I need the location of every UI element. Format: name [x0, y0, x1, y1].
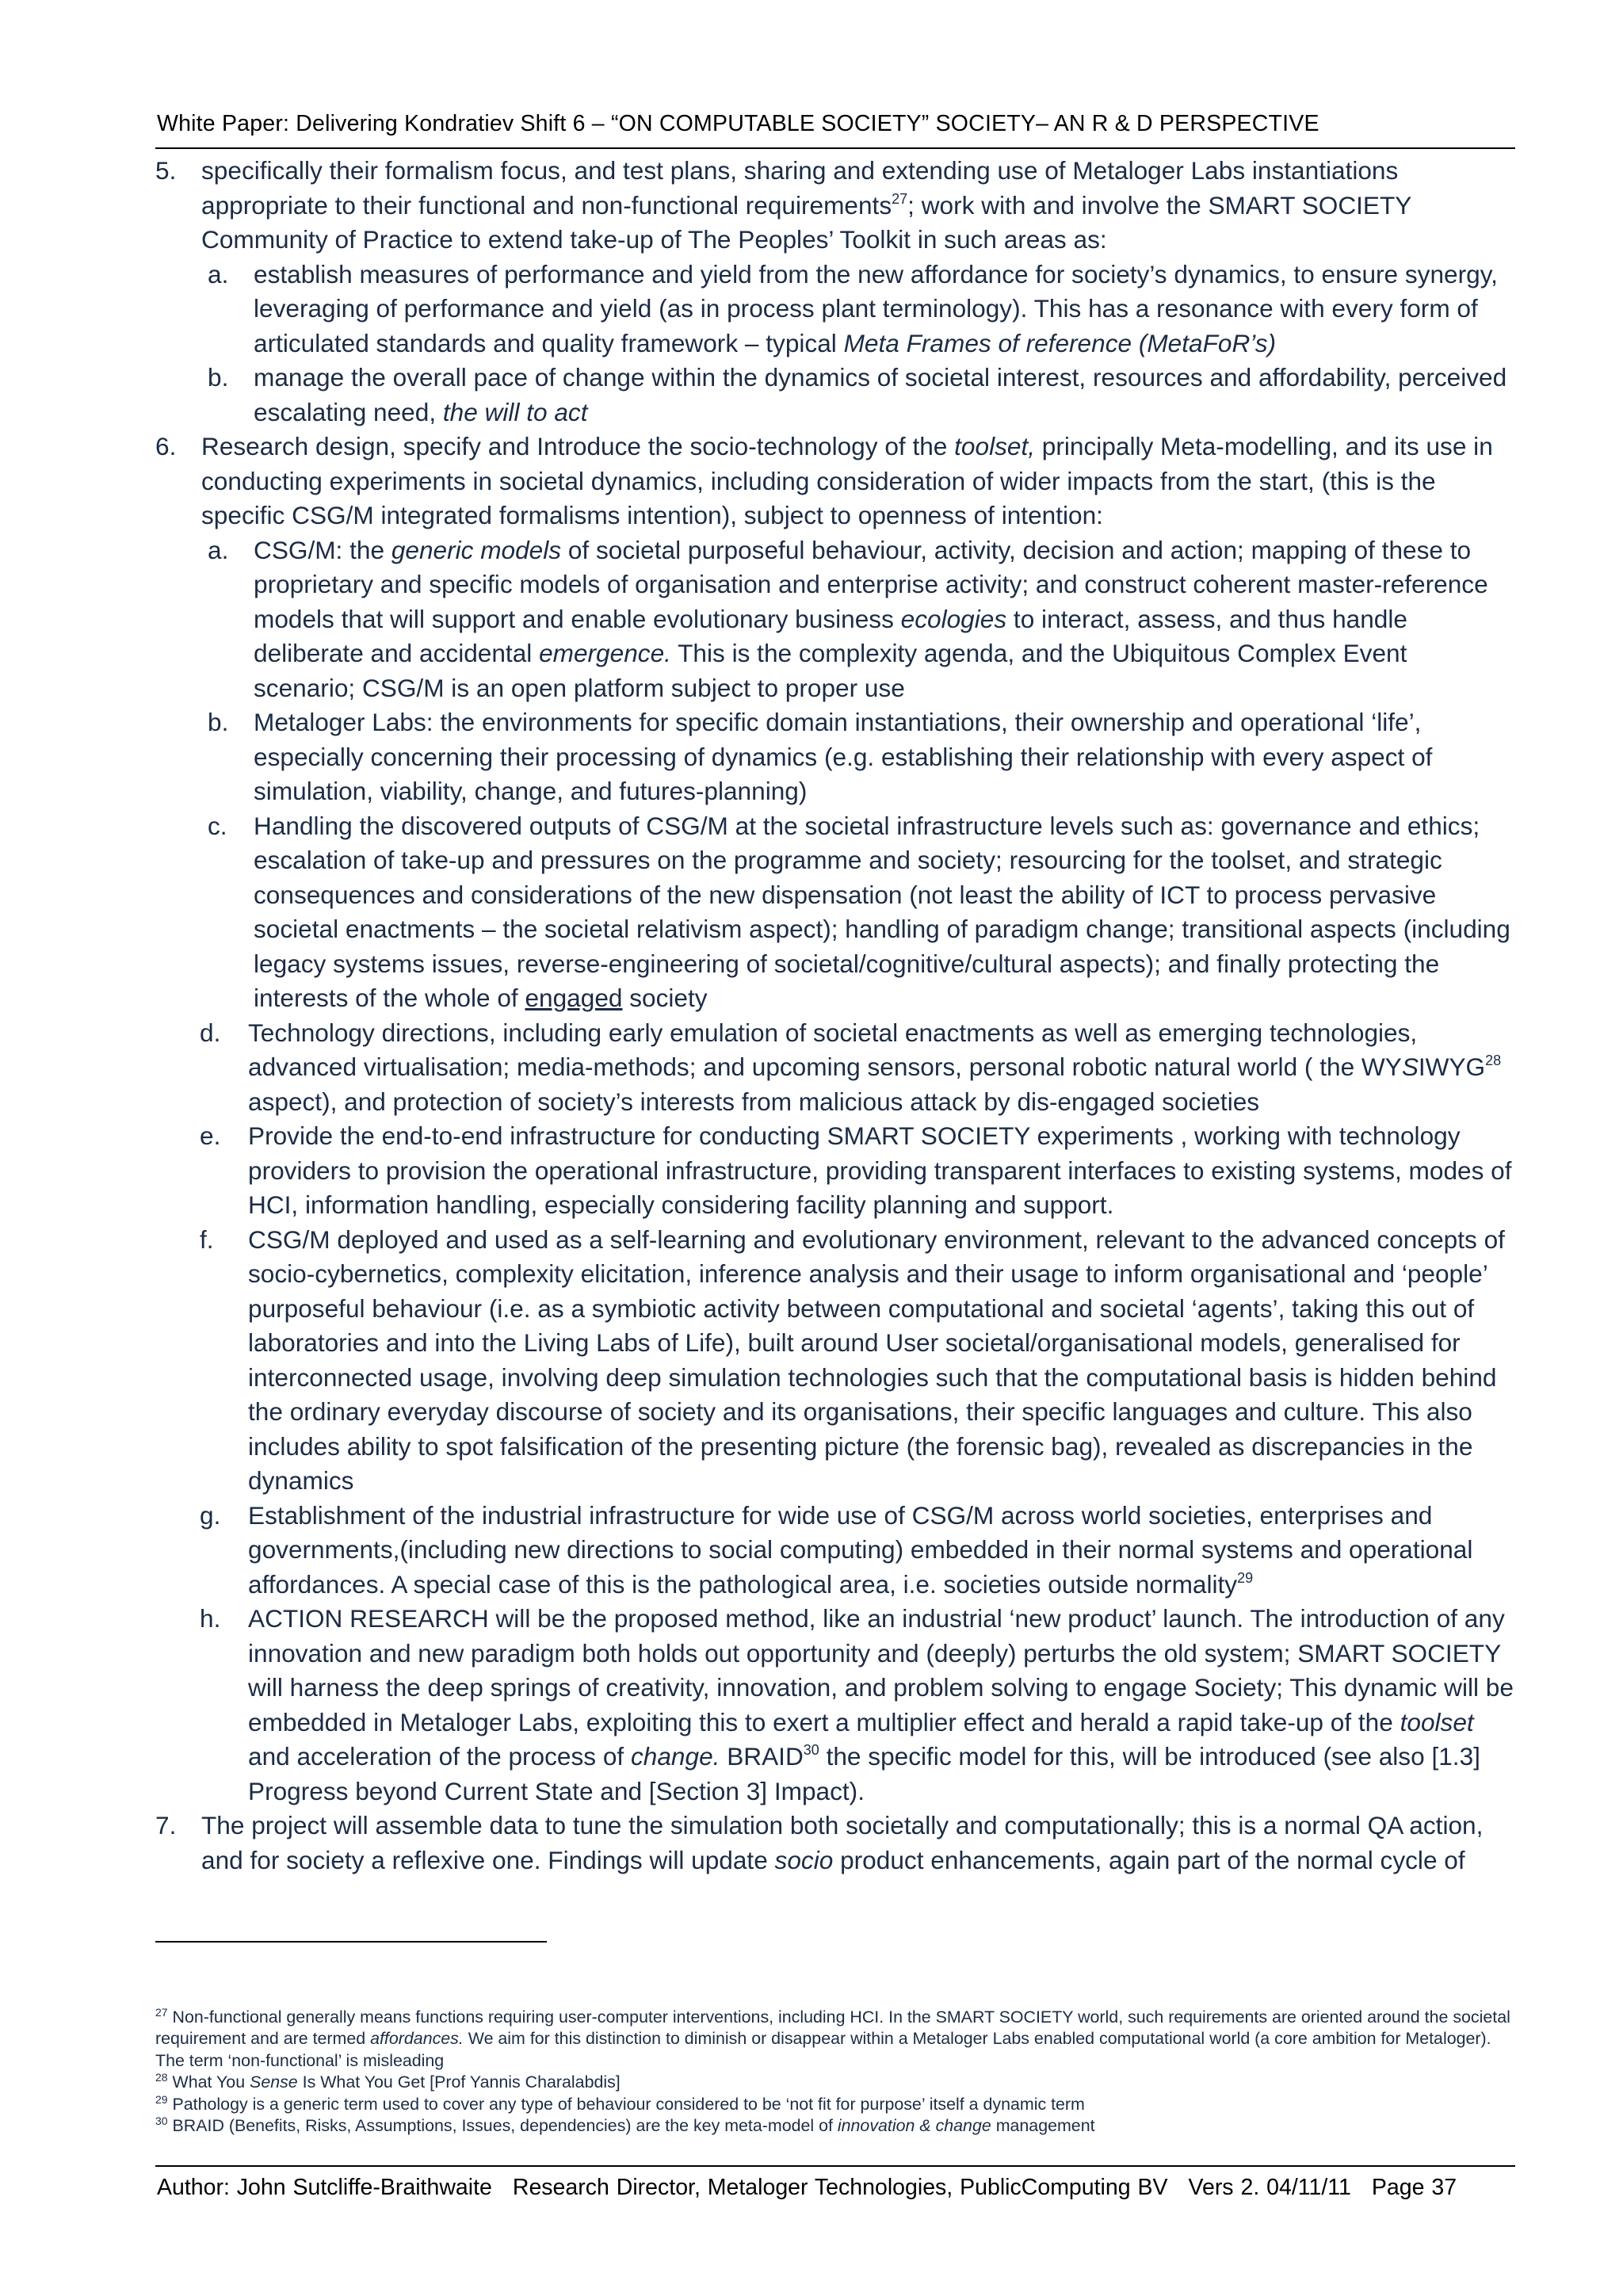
- footer-role: Research Director, Metaloger Technologies, PublicComputing BV: [512, 2175, 1168, 2200]
- list-item-6g: [155, 1499, 1515, 1603]
- text-run: Pathology is a generic term used to cover any type of behaviour considered to be ‘not fit for purpose’ itself a dynamic term: [167, 2094, 1085, 2114]
- list-item-text: [254, 536, 1488, 702]
- list-marker: d.: [200, 1018, 221, 1047]
- list-item-6a: [155, 533, 1515, 706]
- footer-page-number: Page 37: [1371, 2175, 1457, 2200]
- text-run: the specific model for this, will be introduced (see also [1.3] Progress beyond Current State and [Section 3] Impact).: [248, 1742, 1480, 1805]
- list-marker: f.: [200, 1224, 214, 1254]
- footnote-ref: 27: [892, 190, 908, 207]
- text-run: What You: [167, 2073, 250, 2092]
- text-run: the will to act: [442, 397, 588, 426]
- footnote-ref: 27: [155, 2006, 168, 2019]
- text-run: engaged: [525, 984, 623, 1012]
- list-item-text: [201, 1811, 1483, 1874]
- list-item-6e: [155, 1119, 1515, 1223]
- list-item-5a: [155, 258, 1515, 361]
- text-run: The project will assemble data to tune the simulation both societally and computationally; this is a normal QA action, and for society a reflexive one. Findings will update: [201, 1811, 1484, 1874]
- list-item-6f: [155, 1223, 1515, 1499]
- footnote-ref: 30: [803, 1742, 819, 1758]
- text-run: affordances.: [370, 2029, 464, 2049]
- text-run: Non-functional generally means functions requiring user-computer interventions, including HCI. In the SMART SOCIETY world, such requirements are oriented around the societal requirement and are termed: [155, 2008, 1510, 2049]
- text-run: of societal purposeful behaviour, activity, decision and action; mapping of these to proprietary and specific models of organisation and enterprise activity; and construct coherent master-reference models that will support and enable evolutionary business: [254, 535, 1488, 633]
- text-run: Establishment of the industrial infrastructure for wide use of CSG/M across world societies, enterprises and governments,(including new directions to social computing) embedded in their normal systems and operational affordances. A special case of this is the pathological area, i.e. societies outside normality: [248, 1500, 1473, 1599]
- list-marker: b.: [208, 363, 229, 392]
- text-run: product enhancements, again part of the normal cycle of: [833, 1845, 1465, 1874]
- footer-rule: [155, 2165, 1515, 2167]
- footnote-ref: 28: [1485, 1052, 1502, 1068]
- list-marker: 5.: [155, 156, 177, 185]
- footnote-ref: 28: [155, 2071, 168, 2084]
- footnote-ref: 29: [1237, 1569, 1254, 1586]
- text-run: CSG/M deployed and used as a self-learning and evolutionary environment, relevant to the advanced concepts of socio-cybernetics, complexity elicitation, inference analysis and their usage to inform organisational and ‘people’ purposeful behaviour (i.e. as a symbiotic activity between computational and societal ‘agents’, taking this out of laboratories and into the Living Labs of Life), built around User societal/organisational models, generalised for interconnected usage, involving deep simulation technologies such that the computational basis is hidden behind the ordinary everyday discourse of society and its organisations, their specific languages and culture. This also includes ability to spot falsification of the presenting picture (the forensic bag), revealed as discrepancies in the dynamics: [248, 1224, 1505, 1495]
- text-run: BRAID (Benefits, Risks, Assumptions, Issues, dependencies) are the key meta-model of: [167, 2116, 838, 2136]
- text-run: principally Meta-modelling, and its use in conducting experiments in societal dynamics, including consideration of wider impacts from the start, (this is the specific CSG/M integrated formalisms intention), subject to openness of intention:: [201, 432, 1493, 529]
- list-marker: 6.: [155, 432, 177, 460]
- footnote-ref: 30: [155, 2115, 168, 2128]
- text-run: emergence.: [539, 639, 671, 667]
- list-item-text: [254, 363, 1507, 426]
- text-run: Sense: [250, 2073, 298, 2092]
- header-rule: [155, 147, 1515, 149]
- text-run: Is What You Get [Prof Yannis Charalabdis]: [297, 2073, 621, 2092]
- text-run: management: [991, 2116, 1095, 2136]
- list-item-text: [201, 432, 1493, 529]
- text-run: specifically their formalism focus, and test plans, sharing and extending use of Metaloger Labs instantiations appropriate to their functional and non-functional requirements: [201, 156, 1399, 220]
- footnote-29: [155, 2094, 1515, 2115]
- text-run: society: [622, 984, 708, 1012]
- text-run: ecologies: [900, 604, 1007, 633]
- text-run: CSG/M: the: [254, 535, 391, 564]
- list-item-6: [155, 430, 1515, 533]
- list-item-5: [155, 154, 1515, 258]
- list-marker: a.: [208, 259, 229, 288]
- text-run: establish measures of performance and yield from the new affordance for society’s dynamics, to ensure synergy, leveraging of performance and yield (as in process plant terminology). This has a resonance with every form of articulated standards and quality framework – typical: [254, 259, 1498, 357]
- list-item-text: [254, 812, 1510, 1013]
- list-marker: h.: [200, 1604, 221, 1633]
- text-run: aspect), and protection of society’s interests from malicious attack by dis-engaged societies: [248, 1087, 1260, 1116]
- footnote-separator: [155, 1941, 547, 1943]
- list-item-text: [248, 1225, 1505, 1496]
- text-run: toolset: [1400, 1707, 1474, 1736]
- text-run: ACTION RESEARCH will be the proposed method, like an industrial ‘new product’ launch. The introduction of any innovation and new paradigm both holds out opportunity and (deeply) perturbs the old system; SMART SOCIETY will harness the deep springs of creativity, innovation, and problem solving to engage Society; This dynamic will be embedded in Metaloger Labs, exploiting this to exert a multiplier effect and herald a rapid take-up of the: [248, 1604, 1514, 1736]
- text-run: Meta Frames of reference (MetaFoR’s): [843, 328, 1277, 357]
- text-run: Metaloger Labs: the environments for specific domain instantiations, their ownership and operational ‘life’, especially concerning their processing of dynamics (e.g. establishing their relationship with every aspect of simulation, viability, change, and futures-planning): [254, 708, 1433, 805]
- text-run: generic models: [391, 535, 562, 564]
- text-run: and acceleration of the process of: [248, 1742, 631, 1771]
- text-run: innovation & change: [837, 2116, 991, 2136]
- list-item-text: [201, 156, 1411, 254]
- list-marker: 7.: [155, 1811, 177, 1839]
- text-run: to interact, assess, and thus handle deliberate and accidental: [254, 604, 1407, 667]
- footnote-30: [155, 2115, 1515, 2137]
- list-item-6c: [155, 809, 1515, 1016]
- text-run: Provide the end-to-end infrastructure for conducting SMART SOCIETY experiments , working with technology providers to provision the operational infrastructure, providing transparent interfaces to existing systems, modes of HCI, information handling, especially considering facility planning and support.: [248, 1121, 1512, 1219]
- text-run: socio: [774, 1845, 834, 1874]
- text-run: We aim for this distinction to diminish or disappear within a Metaloger Labs enabled computational world (a core ambition for Metaloger). The term ‘non-functional’ is misleading: [155, 2029, 1491, 2070]
- footnote-28: [155, 2072, 1515, 2093]
- text-run: This is the complexity agenda, and the Ubiquitous Complex Event scenario; CSG/M is an open platform subject to proper use: [254, 639, 1407, 702]
- text-run: S: [1401, 1052, 1419, 1081]
- list-item-6h: [155, 1602, 1515, 1809]
- list-marker: b.: [208, 708, 229, 736]
- text-run: IWYG: [1418, 1052, 1486, 1081]
- list-marker: a.: [208, 535, 229, 564]
- list-item-text: [254, 260, 1498, 357]
- body-text: [155, 154, 1515, 1878]
- list-item-5b: [155, 361, 1515, 430]
- list-item-7: [155, 1809, 1515, 1878]
- footnotes: [155, 2007, 1515, 2137]
- text-run: BRAID: [720, 1742, 804, 1771]
- list-item-6d: [155, 1016, 1515, 1120]
- page-header: White Paper: Delivering Kondratiev Shift 6 – “ON COMPUTABLE SOCIETY” SOCIETY– AN R & D PERSPECTIVE: [157, 111, 1319, 136]
- list-marker: e.: [200, 1121, 221, 1150]
- list-item-text: [248, 1604, 1514, 1805]
- text-run: Handling the discovered outputs of CSG/M at the societal infrastructure levels such as: governance and ethics; escalation of take-up and pressures on the programme and society; resourcing for the toolset, and strategic consequences and considerations of the new dispensation (not least the ability of ICT to process pervasive societal enactments – the societal relativism aspect); handling of paradigm change; transitional aspects (including legacy systems issues, reverse-engineering of societal/cognitive/cultural aspects); and finally protecting the interests of the whole of: [254, 811, 1510, 1012]
- list-item-text: [248, 1018, 1501, 1116]
- list-marker: g.: [200, 1500, 221, 1530]
- text-run: manage the overall pace of change within the dynamics of societal interest, resources and affordability, perceived escalating need,: [254, 363, 1507, 426]
- list-item-text: [254, 708, 1432, 805]
- list-item-6b: [155, 705, 1515, 809]
- footer-version: Vers 2. 04/11/11: [1188, 2175, 1351, 2200]
- list-item-text: [248, 1501, 1472, 1599]
- list-marker: c.: [208, 811, 227, 840]
- list-item-text: [248, 1121, 1512, 1219]
- text-run: ; work with and involve the SMART SOCIETY Community of Practice to extend take-up of The Peoples’ Toolkit in such areas as:: [201, 190, 1411, 254]
- footnote-ref: 29: [155, 2092, 168, 2106]
- text-run: change.: [630, 1742, 720, 1771]
- text-run: Technology directions, including early emulation of societal enactments as well as emerging technologies, advanced virtualisation; media-methods; and upcoming sensors, personal robotic natural world ( the WY: [248, 1018, 1418, 1081]
- footer-author: Author: John Sutcliffe-Braithwaite: [157, 2175, 492, 2200]
- page-footer: [157, 2175, 1514, 2201]
- footnote-27: [155, 2007, 1515, 2072]
- text-run: toolset,: [954, 432, 1036, 460]
- text-run: Research design, specify and Introduce the socio-technology of the: [201, 432, 955, 460]
